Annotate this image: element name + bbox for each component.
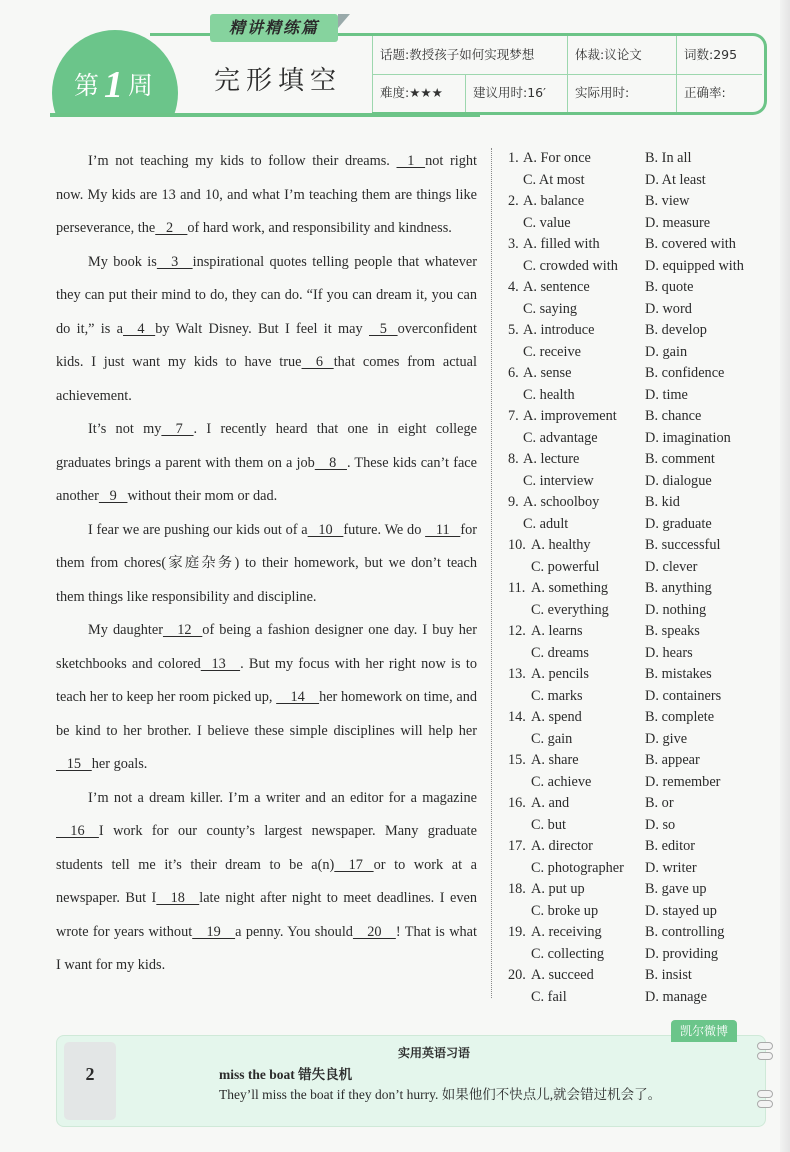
answer-blank[interactable]: 10	[307, 521, 344, 538]
option-row	[508, 858, 778, 880]
question-number: 15.	[508, 752, 526, 768]
answer-blank[interactable]: 14	[276, 689, 320, 705]
weibo-tag: 凯尔微博	[671, 1020, 737, 1042]
difficulty: 难度:★★★	[380, 85, 443, 100]
option-b[interactable]: B. editor	[645, 838, 696, 854]
passage-text: I’m not teaching my kids to follow their dreams.	[88, 153, 397, 169]
option-c[interactable]: C. achieve	[531, 773, 592, 790]
option-a[interactable]: A. put up	[531, 881, 585, 897]
option-d[interactable]: D. give	[645, 730, 688, 747]
page-title: 完形填空	[214, 66, 343, 96]
option-d[interactable]: D. so	[645, 816, 676, 833]
option-a[interactable]: A. schoolboy	[523, 494, 600, 510]
tab-fold-corner	[338, 14, 350, 28]
answer-blank[interactable]: 16	[56, 823, 99, 839]
answer-blank[interactable]: 15	[56, 756, 92, 772]
answer-blank[interactable]: 18	[156, 890, 200, 906]
option-c[interactable]: C. advantage	[523, 429, 598, 446]
answer-blank[interactable]: 20	[352, 923, 396, 940]
passage-text: her homework on time, and be kind to her brother. I believe these simple disciplines will help her	[56, 689, 478, 739]
passage-text: I fear we are pushing our kids out of a	[88, 521, 308, 538]
option-row	[508, 901, 778, 923]
answer-blank[interactable]: 7	[161, 421, 194, 437]
page-edge	[780, 0, 790, 1152]
passage-paragraph	[56, 413, 477, 514]
option-a[interactable]: A. sentence	[523, 279, 590, 295]
option-b[interactable]: B. comment	[645, 451, 715, 467]
option-row	[508, 342, 778, 364]
option-b[interactable]: B. appear	[645, 752, 700, 768]
option-c[interactable]: C. but	[531, 816, 566, 833]
binder-ring-icon	[757, 1042, 773, 1050]
option-a[interactable]: A. something	[531, 580, 609, 596]
answer-blank[interactable]: 11	[425, 521, 461, 538]
section-tab: 精讲精练篇	[210, 14, 338, 42]
passage-text: overconfident kids. I just want my kids to have true	[56, 320, 477, 370]
option-row	[508, 987, 778, 1009]
option-c[interactable]: C. photographer	[531, 859, 624, 876]
option-b[interactable]: B. develop	[645, 322, 707, 338]
option-row	[508, 514, 778, 536]
option-d[interactable]: D. equipped with	[645, 257, 744, 274]
option-d[interactable]: D. manage	[645, 988, 707, 1005]
option-b[interactable]: B. complete	[645, 709, 715, 725]
question-number: 10.	[508, 537, 526, 553]
option-d[interactable]: D. hears	[645, 644, 693, 661]
option-row	[508, 578, 778, 600]
option-row	[508, 965, 778, 987]
idiom-phrase: miss the boat 错失良机	[219, 1067, 353, 1082]
answer-blank[interactable]: 1	[396, 153, 426, 169]
question-number: 8.	[508, 451, 519, 467]
passage-paragraph	[56, 614, 477, 782]
option-b[interactable]: B. kid	[645, 494, 680, 510]
option-d[interactable]: D. measure	[645, 214, 711, 231]
option-c[interactable]: C. marks	[531, 687, 583, 704]
question-number: 20.	[508, 967, 526, 983]
option-row	[508, 449, 778, 471]
option-a[interactable]: A. filled with	[523, 236, 600, 252]
option-row	[508, 750, 778, 772]
binder-ring-icon	[757, 1100, 773, 1108]
option-c[interactable]: C. saying	[523, 300, 578, 317]
passage-text: of being a fashion designer one day. I buy her sketchbooks and colored	[56, 622, 477, 672]
option-row	[508, 729, 778, 751]
option-d[interactable]: D. time	[645, 386, 688, 403]
passage-text: future. We do	[343, 521, 426, 538]
option-d[interactable]: D. gain	[645, 343, 688, 360]
option-row	[508, 320, 778, 342]
passage-text: that comes from actual achievement.	[56, 354, 477, 404]
passage-paragraph	[56, 145, 477, 246]
option-row	[508, 385, 778, 407]
option-a[interactable]: A. For once	[523, 150, 591, 166]
binder-ring-icon	[757, 1052, 773, 1060]
question-number: 1.	[508, 150, 519, 166]
answer-blank[interactable]: 9	[98, 488, 128, 504]
question-number: 3.	[508, 236, 519, 252]
option-a[interactable]: A. improvement	[523, 408, 617, 424]
passage-text: . But my focus with her right now is to teach her to keep her room picked up,	[56, 655, 477, 705]
question-number: 7.	[508, 408, 519, 424]
option-row	[508, 277, 778, 299]
passage-text: her goals.	[91, 756, 148, 772]
answer-blank[interactable]: 5	[369, 320, 398, 337]
passage-text: I work for our county’s largest newspaper. Many graduate students tell me it’s their dream to be a(n)	[56, 823, 477, 873]
passage-text: without their mom or dad.	[127, 488, 278, 504]
option-a[interactable]: A. introduce	[523, 322, 595, 338]
option-b[interactable]: B. insist	[645, 967, 692, 983]
answer-blank[interactable]: 13	[200, 655, 241, 672]
option-d[interactable]: D. nothing	[645, 601, 707, 618]
option-c[interactable]: C. fail	[531, 988, 567, 1005]
option-row	[508, 922, 778, 944]
option-b[interactable]: B. controlling	[645, 924, 725, 940]
option-a[interactable]: A. receiving	[531, 924, 602, 940]
option-row	[508, 664, 778, 686]
option-row	[508, 535, 778, 557]
option-row	[508, 148, 778, 170]
option-c[interactable]: C. everything	[531, 601, 609, 618]
option-b[interactable]: B. confidence	[645, 365, 725, 381]
option-row	[508, 234, 778, 256]
option-d[interactable]: D. providing	[645, 945, 719, 962]
answer-blank[interactable]: 8	[314, 454, 347, 471]
page-number: 2	[85, 1064, 95, 1084]
option-row	[508, 170, 778, 192]
option-d[interactable]: D. word	[645, 300, 692, 317]
option-row	[508, 363, 778, 385]
option-d[interactable]: D. writer	[645, 859, 697, 876]
option-d[interactable]: D. stayed up	[645, 902, 717, 919]
question-number: 14.	[508, 709, 526, 725]
option-row	[508, 944, 778, 966]
answer-blank[interactable]: 6	[301, 354, 334, 370]
answer-blank[interactable]: 19	[192, 923, 236, 940]
answer-options	[508, 148, 778, 1008]
option-c[interactable]: C. receive	[523, 343, 581, 360]
answer-blank[interactable]: 17	[334, 856, 374, 873]
question-number: 19.	[508, 924, 526, 940]
suggested-time: 建议用时:16′	[473, 85, 546, 100]
week-prefix: 第	[74, 71, 101, 100]
option-row	[508, 879, 778, 901]
genre: 体裁:议论文	[575, 47, 642, 62]
option-row	[508, 492, 778, 514]
passage-text: inspirational quotes telling people that whatever they can put their mind to do, they can do. “If you can dream it, you can do it,” is a	[56, 253, 478, 337]
answer-blank[interactable]: 3	[156, 253, 193, 270]
option-c[interactable]: C. value	[523, 214, 571, 231]
answer-blank[interactable]: 2	[155, 220, 188, 236]
word-count: 词数:295	[684, 47, 738, 62]
cloze-passage	[56, 145, 477, 983]
question-number: 18.	[508, 881, 526, 897]
passage-paragraph	[56, 782, 477, 983]
passage-text: My book is	[88, 253, 157, 270]
passage-text: late night after night to meet deadlines. I even wrote for years without	[56, 890, 477, 940]
option-c[interactable]: C. At most	[523, 171, 585, 188]
option-b[interactable]: B. view	[645, 193, 690, 209]
question-number: 16.	[508, 795, 526, 811]
option-b[interactable]: B. In all	[645, 150, 692, 166]
option-a[interactable]: A. sense	[523, 365, 572, 381]
option-row	[508, 836, 778, 858]
option-row	[508, 772, 778, 794]
option-b[interactable]: B. quote	[645, 279, 694, 295]
option-d[interactable]: D. imagination	[645, 429, 731, 446]
option-b[interactable]: B. mistakes	[645, 666, 712, 682]
question-number: 2.	[508, 193, 519, 209]
passage-text: ! That is what I want for my kids.	[56, 923, 477, 973]
option-a[interactable]: A. balance	[523, 193, 585, 209]
option-b[interactable]: B. chance	[645, 408, 702, 424]
option-row	[508, 299, 778, 321]
option-a[interactable]: A. learns	[531, 623, 583, 639]
passage-text: . I recently heard that one in eight college graduates brings a parent with them on a job	[56, 421, 477, 471]
info-table	[372, 36, 762, 112]
accuracy: 正确率:	[684, 85, 726, 100]
option-a[interactable]: A. healthy	[531, 537, 591, 553]
idiom-example: They’ll miss the boat if they don’t hurry. 如果他们不快点儿,就会错过机会了。	[219, 1087, 662, 1102]
option-b[interactable]: B. or	[645, 795, 674, 811]
option-a[interactable]: A. succeed	[531, 967, 594, 983]
option-c[interactable]: C. collecting	[531, 945, 605, 962]
option-c[interactable]: C. gain	[531, 730, 573, 747]
question-number: 6.	[508, 365, 519, 381]
option-c[interactable]: C. powerful	[531, 558, 600, 575]
option-c[interactable]: C. crowded with	[523, 257, 618, 274]
passage-text: a penny. You should	[235, 923, 353, 940]
option-d[interactable]: D. At least	[645, 171, 706, 188]
option-row	[508, 621, 778, 643]
option-b[interactable]: B. anything	[645, 580, 712, 596]
question-number: 13.	[508, 666, 526, 682]
question-number: 12.	[508, 623, 526, 639]
option-a[interactable]: A. share	[531, 752, 579, 768]
option-a[interactable]: A. pencils	[531, 666, 589, 682]
column-divider	[491, 148, 492, 998]
question-number: 9.	[508, 494, 519, 510]
option-b[interactable]: B. speaks	[645, 623, 700, 639]
option-d[interactable]: D. containers	[645, 687, 722, 704]
option-b[interactable]: B. covered with	[645, 236, 736, 252]
option-c[interactable]: C. health	[523, 386, 575, 403]
option-d[interactable]: D. graduate	[645, 515, 712, 532]
passage-text: My daughter	[88, 622, 163, 638]
option-d[interactable]: D. dialogue	[645, 472, 712, 489]
passage-text: . These kids can’t face another	[56, 454, 477, 504]
passage-text: for them from chores(家庭杂务) to their homework, but we don’t teach them things like responsibility and discipline.	[56, 521, 477, 605]
option-c[interactable]: C. adult	[523, 515, 569, 532]
passage-text: not right now. My kids are 13 and 10, and what I’m teaching them are things like perseverance, the	[56, 153, 477, 236]
option-row	[508, 686, 778, 708]
option-row	[508, 213, 778, 235]
option-row	[508, 600, 778, 622]
answer-blank[interactable]: 4	[123, 320, 156, 337]
passage-text: It’s not my	[88, 421, 162, 437]
passage-text: by Walt Disney. But I feel it may	[155, 320, 369, 337]
option-row	[508, 815, 778, 837]
option-row	[508, 191, 778, 213]
option-c[interactable]: C. interview	[523, 472, 594, 489]
option-c[interactable]: C. broke up	[531, 902, 599, 919]
option-c[interactable]: C. dreams	[531, 644, 589, 661]
binder-ring-icon	[757, 1090, 773, 1098]
option-a[interactable]: A. and	[531, 795, 570, 811]
option-row	[508, 793, 778, 815]
option-row	[508, 707, 778, 729]
option-row	[508, 406, 778, 428]
option-d[interactable]: D. clever	[645, 558, 698, 575]
week-number: 1	[104, 64, 125, 106]
actual-time: 实际用时:	[575, 85, 630, 100]
passage-text: I’m not a dream killer. I’m a writer and an editor for a magazine	[88, 789, 477, 806]
topic: 话题:教授孩子如何实现梦想	[380, 47, 535, 62]
option-row	[508, 256, 778, 278]
option-a[interactable]: A. spend	[531, 709, 582, 725]
option-b[interactable]: B. successful	[645, 537, 721, 553]
question-number: 4.	[508, 279, 519, 295]
option-row	[508, 471, 778, 493]
week-label	[74, 60, 154, 104]
answer-blank[interactable]: 12	[162, 622, 203, 638]
option-b[interactable]: B. gave up	[645, 881, 707, 897]
passage-paragraph	[56, 246, 477, 414]
idiom-section-title: 实用英语习语	[398, 1046, 471, 1060]
option-row	[508, 643, 778, 665]
question-number: 11.	[508, 580, 526, 596]
week-suffix: 周	[128, 71, 155, 100]
option-a[interactable]: A. lecture	[523, 451, 580, 467]
passage-paragraph	[56, 514, 477, 615]
option-a[interactable]: A. director	[531, 838, 593, 854]
passage-text: of hard work, and responsibility and kindness.	[187, 220, 452, 236]
passage-text: or to work at a newspaper. But I	[56, 856, 478, 906]
option-d[interactable]: D. remember	[645, 773, 721, 790]
question-number: 17.	[508, 838, 526, 854]
option-row	[508, 557, 778, 579]
option-row	[508, 428, 778, 450]
question-number: 5.	[508, 322, 519, 338]
